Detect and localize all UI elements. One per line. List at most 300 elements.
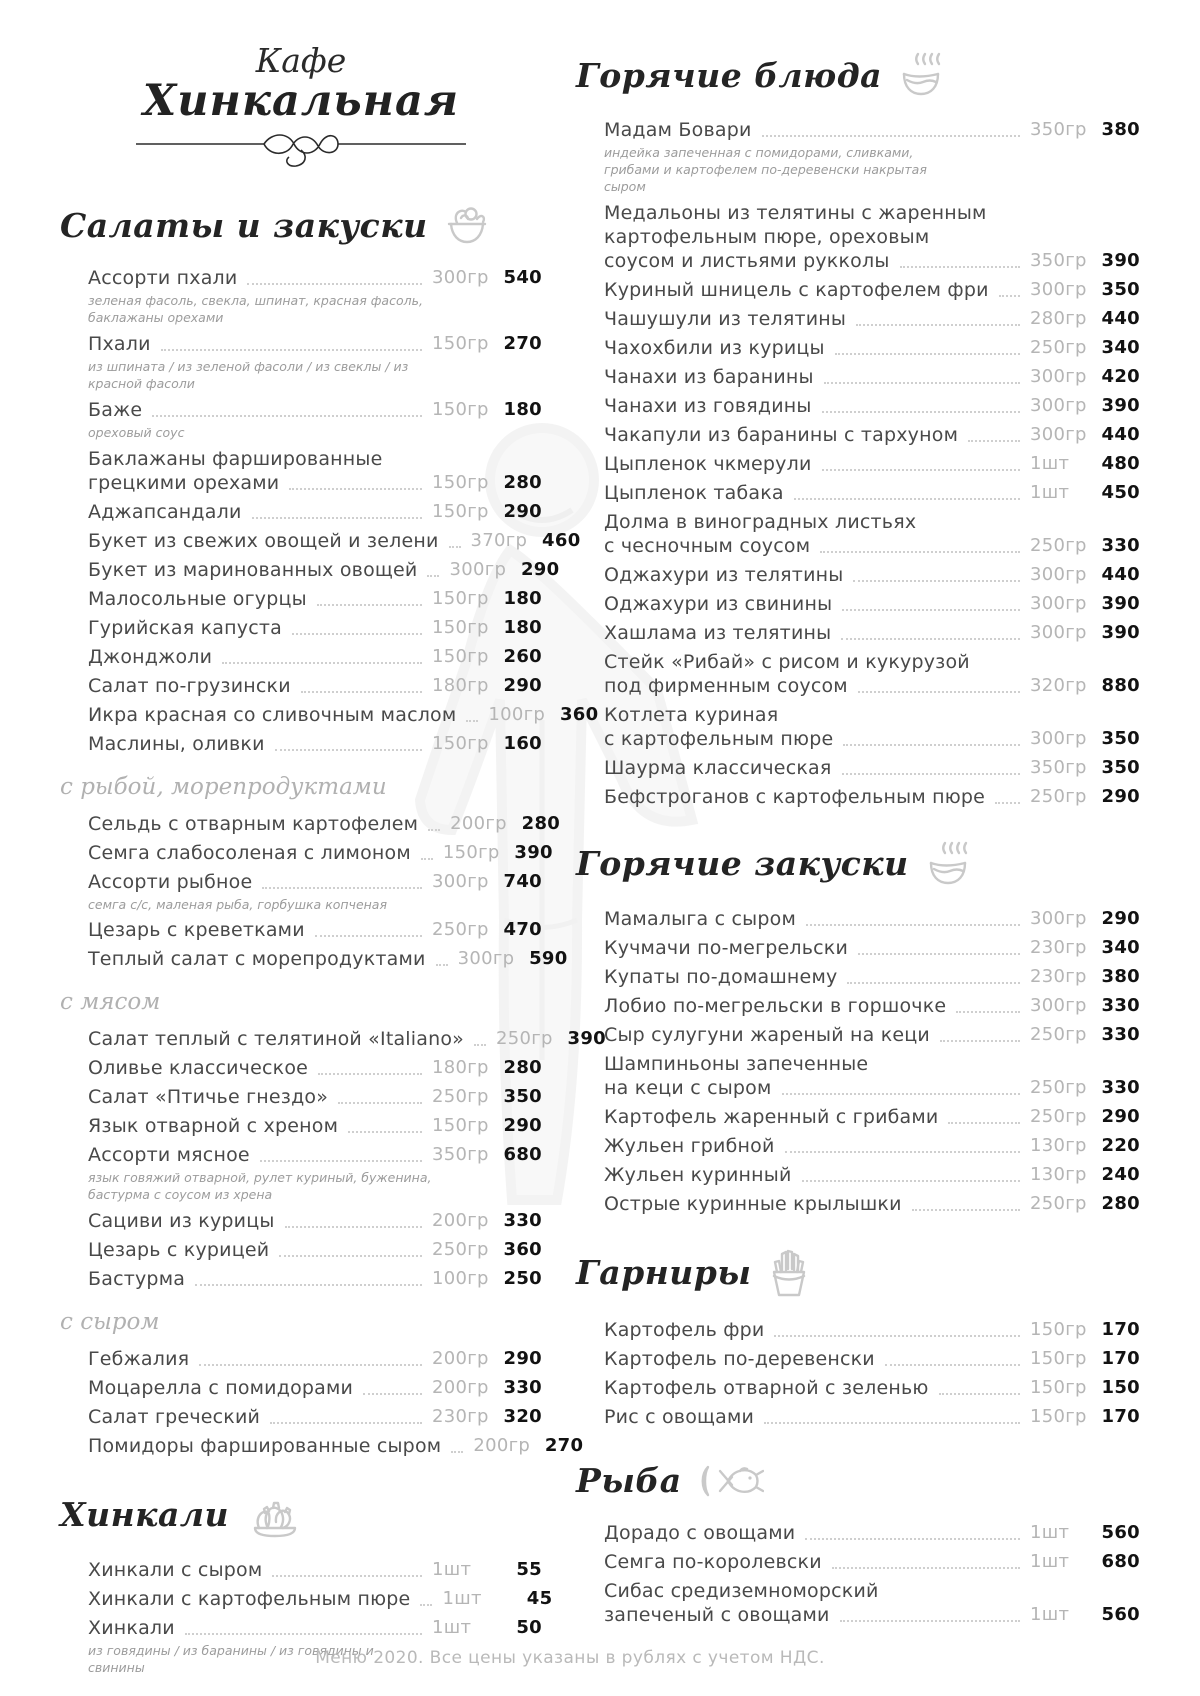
item-name: Шаурма классическая [604, 756, 832, 779]
item-name: Салат по-грузински [88, 674, 291, 697]
dot-leader [275, 749, 422, 751]
item-price: 330 [1101, 1023, 1140, 1045]
item-row [604, 118, 1140, 142]
item-name: Жульен куринный [604, 1163, 792, 1186]
item-weight: 130гр [1030, 1163, 1087, 1185]
dot-leader [348, 1131, 422, 1133]
section-header [576, 1461, 1140, 1501]
item-description: семга с/с, маленая рыба, горбушка копченая [88, 896, 387, 912]
dot-leader [835, 353, 1020, 355]
item-name: Пхали [88, 332, 151, 355]
item-description: язык говяжий отварной, рулет куриный, буженина, бастурма с соусом из хрена [88, 1170, 432, 1203]
item-weight: 250гр [1030, 1105, 1087, 1127]
item-description: зеленая фасоль, свекла, шпинат, красная фасоль, баклажаны орехами [88, 293, 423, 326]
item-price: 280 [521, 812, 561, 834]
menu-item [88, 645, 542, 669]
item-price: 330 [1101, 534, 1140, 556]
dot-leader [832, 1567, 1020, 1569]
fish-icon [698, 1461, 764, 1501]
item-weight: 250гр [1030, 1076, 1087, 1098]
item-name: Лобио по-мегрельски в горшочке [604, 994, 947, 1017]
item-weight: 150гр [432, 398, 489, 420]
item-weight: 300гр [1030, 727, 1087, 749]
menu-item [604, 201, 1140, 273]
item-weight: 250гр [1030, 1023, 1087, 1045]
item-price: 350 [503, 1086, 542, 1108]
menu-item [88, 500, 542, 524]
item-row [88, 947, 568, 971]
dot-leader [841, 638, 1020, 640]
item-row [88, 674, 542, 698]
dot-leader [289, 488, 422, 490]
item-price: 270 [544, 1435, 584, 1457]
item-price: 320 [503, 1406, 542, 1428]
menu-item [604, 907, 1140, 931]
item-name: Бефстроганов с картофельным пюре [604, 785, 986, 808]
item-weight: 1шт [1030, 1603, 1070, 1625]
item-name: Чанахи из баранины [604, 365, 814, 388]
item-weight: 300гр [1030, 423, 1087, 445]
menu-item [88, 1376, 542, 1400]
item-name: Стейк «Рибай» с рисом и кукурузой [604, 650, 970, 673]
item-name: Семга по-королевски [604, 1550, 822, 1573]
dot-leader [222, 662, 422, 664]
menu-item [88, 1114, 542, 1138]
item-name: Гурийская капуста [88, 616, 282, 639]
item-price: 470 [503, 919, 542, 941]
item-row [604, 1076, 1140, 1100]
item-price: 170 [1101, 1405, 1140, 1427]
item-weight: 1шт [1030, 1521, 1070, 1543]
item-weight: 250гр [1030, 534, 1087, 556]
item-name: Жульен грибной [604, 1134, 775, 1157]
item-name: Цезарь с курицей [88, 1239, 270, 1262]
items-list [576, 118, 1140, 809]
item-weight: 200гр [473, 1435, 531, 1457]
item-name: Мадам Бовари [604, 119, 752, 141]
menu-item [88, 870, 542, 914]
dot-leader [940, 1040, 1020, 1042]
menu-item [88, 1056, 542, 1080]
item-name: Сельдь с отварным картофелем [88, 812, 419, 835]
item-weight: 300гр [1030, 621, 1087, 643]
menu-item [604, 1023, 1140, 1047]
item-weight: 250гр [432, 919, 489, 941]
item-row [604, 1521, 1140, 1545]
item-weight: 250гр [432, 1086, 489, 1108]
item-price: 170 [1101, 1347, 1140, 1369]
item-price: 55 [516, 1559, 542, 1581]
item-name: Теплый салат с морепродуктами [88, 948, 426, 971]
item-name: на кеци с сыром [604, 1076, 772, 1099]
item-row [88, 1085, 542, 1109]
menu-item [604, 1134, 1140, 1158]
logo-title-text: Хинкальная [142, 76, 460, 126]
item-name: под фирменным соусом [604, 674, 848, 697]
dot-leader [785, 1151, 1020, 1153]
item-name: грецкими орехами [88, 471, 280, 494]
item-weight: 150гр [432, 1115, 489, 1137]
dot-leader [885, 1364, 1020, 1366]
menu-item [604, 1347, 1140, 1371]
item-name: Хинкали с сыром [88, 1559, 263, 1582]
item-weight: 230гр [432, 1406, 489, 1428]
item-name: Ассорти рыбное [88, 870, 253, 893]
item-price: 180 [503, 616, 542, 638]
item-name: Гебжалия [88, 1348, 190, 1371]
menu-item [88, 447, 542, 495]
item-name: Ассорти мясное [88, 1144, 250, 1167]
item-weight: 1шт [442, 1588, 482, 1610]
item-name: Мамалыга с сыром [604, 907, 796, 930]
item-name: Чашушули из телятины [604, 307, 847, 330]
section-header [576, 841, 1140, 887]
dot-leader [794, 498, 1020, 500]
item-price: 390 [514, 841, 553, 863]
menu-section [576, 52, 1140, 809]
item-weight: 150гр [1030, 1405, 1087, 1427]
item-name: Цыпленок табака [604, 481, 784, 504]
steam-bowl-icon [898, 52, 948, 98]
dot-leader [774, 1335, 1020, 1337]
item-row [88, 616, 542, 640]
item-name: Чанахи из говядины [604, 394, 812, 417]
dot-leader [363, 1393, 422, 1395]
item-price: 350 [1101, 756, 1140, 778]
item-name: с картофельным пюре [604, 727, 834, 750]
item-price: 250 [503, 1268, 542, 1290]
menu-item [604, 452, 1140, 476]
item-price: 180 [503, 398, 542, 420]
dot-leader [420, 1604, 432, 1606]
fries-icon [767, 1248, 811, 1298]
item-weight: 250гр [1030, 336, 1087, 358]
right-sections [576, 52, 1140, 1627]
item-weight: 150гр [432, 732, 489, 754]
menu-item [88, 1085, 542, 1109]
dot-leader [262, 887, 422, 889]
item-name: Чакапули из баранины с тархуном [604, 423, 959, 446]
item-name: Шампиньоны запеченные [604, 1052, 869, 1075]
item-name: Куриный шницель с картофелем фри [604, 278, 989, 301]
item-price: 180 [503, 587, 542, 609]
item-price: 50 [516, 1617, 542, 1639]
dot-leader [782, 1093, 1020, 1095]
section-title: Рыба [576, 1461, 682, 1501]
item-weight: 200гр [432, 1377, 489, 1399]
menu-item [88, 674, 542, 698]
dot-leader [805, 1538, 1020, 1540]
dot-leader [948, 1122, 1020, 1124]
item-name: Дорадо с овощами [604, 1521, 796, 1544]
item-row [604, 1376, 1140, 1400]
menu-item [88, 398, 542, 442]
menu-item [604, 936, 1140, 960]
menu-item [88, 1347, 542, 1371]
dot-leader [292, 633, 422, 635]
menu-item [604, 1318, 1140, 1342]
section-title: Хинкали [60, 1494, 230, 1534]
item-name: картофельным пюре, ореховым [604, 225, 930, 248]
dot-leader [939, 1393, 1020, 1395]
item-weight: 1шт [432, 1559, 472, 1581]
section-header [576, 1248, 1140, 1298]
item-weight: 350гр [1030, 249, 1087, 271]
item-weight: 200гр [432, 1348, 489, 1370]
item-name: Медальоны из телятины с жаренным [604, 201, 987, 224]
section-title: Горячие закуски [576, 844, 909, 884]
dot-leader [427, 575, 439, 577]
item-row [604, 592, 1140, 616]
item-weight: 300гр [1030, 278, 1087, 300]
item-weight: 250гр [432, 1239, 489, 1261]
item-weight: 350гр [1030, 119, 1087, 140]
item-price: 390 [1101, 394, 1140, 416]
item-price: 460 [542, 529, 581, 551]
menu-item [604, 621, 1140, 645]
item-row [88, 1267, 542, 1291]
dot-leader [956, 1011, 1020, 1013]
menu-section [576, 1248, 1140, 1429]
item-description: из шпината / из зеленой фасоли / из свеклы / из красной фасоли [88, 358, 409, 391]
menu-item [88, 841, 553, 865]
item-price: 330 [503, 1210, 542, 1232]
item-row [604, 481, 1140, 505]
item-weight: 100гр [432, 1268, 489, 1290]
item-price: 270 [503, 332, 542, 354]
item-row [88, 587, 542, 611]
item-price: 350 [1101, 278, 1140, 300]
item-row [604, 1347, 1140, 1371]
item-row [604, 1192, 1140, 1216]
menu-item [88, 1587, 553, 1611]
dot-leader [318, 1073, 422, 1075]
menu-item [604, 1052, 1140, 1100]
item-weight: 150гр [432, 471, 489, 493]
item-weight: 1шт [1030, 1550, 1070, 1572]
item-price: 330 [503, 1377, 542, 1399]
dot-leader [195, 1284, 422, 1286]
menu-item [88, 1238, 542, 1262]
item-row [88, 1558, 542, 1582]
item-row [88, 1209, 542, 1233]
items-list [576, 907, 1140, 1216]
section-header [576, 52, 1140, 98]
item-name: Сациви из курицы [88, 1210, 275, 1233]
item-row [88, 1347, 542, 1371]
dot-leader [252, 517, 422, 519]
items-list [576, 1521, 1140, 1627]
dot-leader [843, 744, 1020, 746]
item-weight: 250гр [1030, 1192, 1087, 1214]
item-row [604, 452, 1140, 476]
dot-leader [436, 964, 448, 966]
dot-leader [247, 283, 422, 285]
item-name: Маслины, оливки [88, 732, 265, 755]
dumplings-plate-icon [245, 1490, 305, 1538]
item-price: 280 [503, 471, 542, 493]
item-name: Сибас средиземноморский [604, 1579, 879, 1602]
item-weight: 300гр [1030, 563, 1087, 585]
item-row [88, 841, 553, 865]
item-weight: 1шт [1030, 452, 1070, 474]
item-row [88, 266, 542, 290]
item-row [88, 1376, 542, 1400]
item-row [88, 1434, 584, 1458]
item-row [604, 1603, 1140, 1627]
item-name: запеченый с овощами [604, 1603, 830, 1626]
dot-leader [847, 982, 1020, 984]
item-weight: 150гр [1030, 1318, 1087, 1340]
dot-leader [449, 546, 461, 548]
item-weight: 100гр [488, 703, 546, 725]
section-header [60, 1490, 542, 1538]
dot-leader [824, 382, 1020, 384]
dot-leader [428, 829, 440, 831]
item-name: Картофель отварной с зеленью [604, 1376, 929, 1399]
items-list [60, 1347, 584, 1458]
menu-item [604, 336, 1140, 360]
item-name: Чахохбили из курицы [604, 336, 825, 359]
dot-leader [999, 295, 1020, 297]
menu-item [88, 1143, 542, 1204]
item-row [88, 1616, 542, 1640]
menu-item [604, 278, 1140, 302]
group-subtitle: с мясом [60, 989, 161, 1016]
item-name: Купаты по-домашнему [604, 965, 838, 988]
item-weight: 150гр [432, 587, 489, 609]
item-price: 220 [1101, 1134, 1140, 1156]
menu-section [576, 1461, 1140, 1627]
item-weight: 300гр [449, 558, 507, 580]
item-row [88, 1587, 553, 1611]
menu-item [88, 616, 542, 640]
item-weight: 180гр [432, 1057, 489, 1079]
dot-leader [270, 1422, 422, 1424]
item-name: Оджахури из телятины [604, 563, 844, 586]
dot-leader [822, 469, 1021, 471]
item-row [604, 621, 1140, 645]
item-row [88, 1056, 542, 1080]
item-name: Моцарелла с помидорами [88, 1377, 354, 1400]
menu-item [604, 365, 1140, 389]
menu-item [88, 1027, 606, 1051]
menu-item [88, 1558, 542, 1582]
menu-item [604, 394, 1140, 418]
dot-leader [301, 691, 422, 693]
dot-leader [199, 1364, 422, 1366]
item-weight: 230гр [1030, 936, 1087, 958]
items-list [60, 266, 599, 755]
item-name: Картофель жаренный с грибами [604, 1105, 939, 1128]
dot-leader [820, 551, 1020, 553]
item-price: 290 [503, 1348, 542, 1370]
section-title: Салаты и закуски [60, 205, 428, 245]
dot-leader [338, 1102, 422, 1104]
item-row [604, 756, 1140, 780]
dot-leader [853, 580, 1020, 582]
item-price: 740 [503, 870, 542, 892]
item-name: Букет из маринованных овощей [88, 558, 418, 581]
menu-item [604, 1163, 1140, 1187]
item-weight: 200гр [432, 1210, 489, 1232]
dot-leader [421, 858, 433, 860]
group-subtitle: с рыбой, морепродуктами [60, 773, 387, 800]
item-row [88, 332, 542, 356]
item-price: 340 [1101, 936, 1140, 958]
item-weight: 300гр [1030, 592, 1087, 614]
salad-bowl-icon [444, 204, 490, 246]
item-price: 240 [1101, 1163, 1140, 1185]
dot-leader [474, 1044, 486, 1046]
item-weight: 1шт [1030, 481, 1070, 503]
menu-item [88, 587, 542, 611]
item-row [604, 965, 1140, 989]
item-name: Цыпленок чкмерули [604, 452, 812, 475]
item-price: 380 [1101, 119, 1140, 140]
dot-leader [968, 440, 1020, 442]
item-row [604, 1134, 1140, 1158]
item-row [88, 812, 561, 836]
item-weight: 300гр [1030, 365, 1087, 387]
dot-leader [317, 604, 422, 606]
menu-item [88, 1267, 542, 1291]
item-row [604, 307, 1140, 331]
menu-item [604, 965, 1140, 989]
item-row [88, 529, 581, 553]
dot-leader [822, 411, 1020, 413]
menu-item [604, 1405, 1140, 1429]
item-price: 290 [503, 1115, 542, 1137]
menu-item [88, 529, 581, 553]
menu-section [576, 841, 1140, 1216]
menu-item [604, 650, 1140, 698]
item-row [604, 1318, 1140, 1342]
item-name: Малосольные огурцы [88, 587, 307, 610]
item-name: Икра красная со сливочным маслом [88, 703, 457, 726]
item-weight: 1шт [432, 1617, 472, 1639]
item-name: Баже [88, 398, 143, 421]
items-list [60, 812, 568, 972]
item-row [604, 1550, 1140, 1574]
item-price: 440 [1101, 307, 1140, 329]
dot-leader [858, 953, 1020, 955]
item-description: ореховый соус [88, 424, 185, 440]
item-price: 480 [1101, 452, 1140, 474]
item-name: соусом и листьями рукколы [604, 249, 890, 272]
item-weight: 150гр [432, 616, 489, 638]
item-description: из говядины / из баранины / из говядины и свинины [88, 1643, 374, 1676]
item-row [88, 645, 542, 669]
menu-item [604, 118, 1140, 196]
item-weight: 230гр [1030, 965, 1087, 987]
item-row [88, 1143, 542, 1167]
dot-leader [995, 802, 1020, 804]
dot-leader [840, 1620, 1020, 1622]
item-price: 420 [1101, 365, 1140, 387]
item-price: 170 [1101, 1318, 1140, 1340]
dot-leader [152, 415, 422, 417]
item-price: 560 [1101, 1521, 1140, 1543]
item-price: 590 [529, 948, 568, 970]
item-row [604, 907, 1140, 931]
item-weight: 350гр [1030, 756, 1087, 778]
item-row [604, 278, 1140, 302]
menu-item [604, 510, 1140, 558]
menu-item [604, 1376, 1140, 1400]
menu-section [60, 204, 606, 1458]
menu-item [88, 732, 542, 756]
